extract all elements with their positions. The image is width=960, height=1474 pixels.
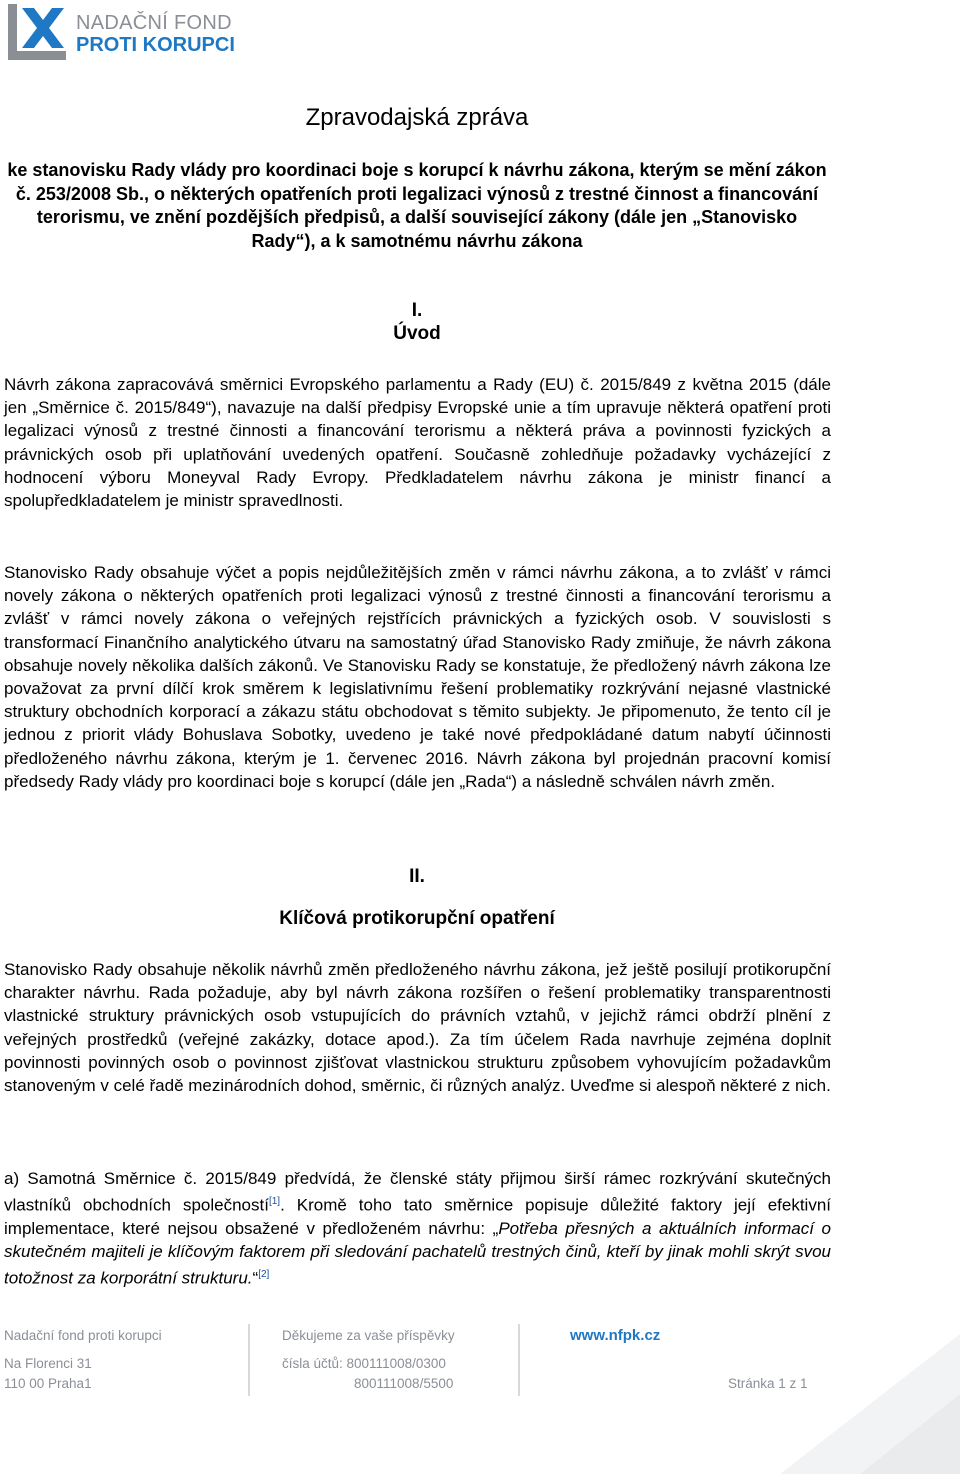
footer-account1: čísla účtů: 800111008/0300 [282, 1356, 446, 1371]
footnote-ref-2[interactable]: [2] [258, 1269, 270, 1281]
footer-street: Na Florenci 31 [4, 1356, 92, 1371]
section1-paragraph1: Návrh zákona zapracovává směrnici Evropského parlamentu a Rady (EU) č. 2015/849 z května 2015 (dále jen „Směrnice č. 2015/849“), navazuje na další předpisy Evropské unie a tím upravuje některá opatření proti legalizaci výnosů z trestné činnosti a financování terorismu a některá práva a povinnosti fyzických a právnických osob při uplatňování uvedených opatření. Současně zohledňuje požadavky vycházející z hodnocení výboru Moneyval Rady Evropy. Předkladatelem návrhu zákona je ministr financí a spolupředkladatelem je ministr spravedlnosti. [4, 375, 831, 511]
section2-paragraph2-text-b: . Kromě toho tato směrnice popisuje důležité faktory její efektivní implementace, které nejsou obsažené v předloženém návrhu: „ [4, 1195, 831, 1239]
section1-title: Úvod [393, 323, 441, 344]
logo-line2: PROTI KORUPCI [76, 34, 235, 56]
page-footer [0, 1318, 960, 1474]
document-title: Zpravodajská zpráva [305, 104, 529, 131]
section2-paragraph2-text-a: a) Samotná Směrnice č. 2015/849 předvídá, že členské státy přijmou širší rámec rozkrývání skutečných vlastníků obchodních společností [4, 1169, 831, 1215]
footer-website-link[interactable]: www.nfpk.cz [570, 1327, 661, 1344]
footer-city: 110 00 Praha1 [4, 1376, 92, 1391]
logo-x-icon [8, 4, 66, 60]
footer-decoration [660, 1314, 960, 1474]
footer-page-number: Stránka 1 z 1 [728, 1376, 808, 1391]
section2-paragraph1: Stanovisko Rady obsahuje několik návrhů změn předloženého návrhu zákona, jež ještě posilují protikorupční charakter návrhu. Rada požaduje, aby byl návrh zákona rozšířen o řešení problematiky transparentnosti vlastnické struktury právnických osob vstupujících do právních vztahů, v jejichž rámci obdrží plnění z veřejných prostředků (veřejné zakázky, dotace apod.). Za tím účelem Rada navrhuje zejména doplnit povinnosti povinných osob o povinnost zjišťovat vlastnickou strukturu způsobem vyhovujícím požadavkům stanoveným v celé řadě mezinárodních dohod, směrnic, či různých analýz. Uveďme si alespoň některé z nich. [4, 960, 831, 1096]
footnote-ref-1[interactable]: [1] [268, 1196, 281, 1208]
org-logo [8, 4, 268, 60]
footer-page-block [728, 1374, 808, 1394]
document-subtitle: ke stanovisku Rady vlády pro koordinaci boje s korupcí k návrhu zákona, kterým se mění zákon č. 253/2008 Sb., o některých opatřeních proti legalizaci výnosů z trestné činnost a financování terorismu, ve znění pozdějších předpisů, a další související zákony (dále jen „Stanovisko Rady“), a k samotnému návrhu zákona [7, 160, 827, 251]
footer-account2: 800111008/5500 [354, 1376, 454, 1391]
footer-address [4, 1326, 162, 1394]
section2-paragraph2-text-c: “ [252, 1269, 259, 1289]
footer-thanks: Děkujeme za vaše příspěvky [282, 1328, 455, 1343]
footer-web-block [570, 1326, 660, 1346]
footer-divider [248, 1324, 250, 1396]
section2-number: II. [409, 866, 425, 887]
section2-title: Klíčová protikorupční opatření [279, 908, 555, 929]
section1-number: I. [411, 300, 423, 321]
section1-paragraph2: Stanovisko Rady obsahuje výčet a popis nejdůležitějších změn v rámci návrhu zákona, a to zvlášť v rámci novely zákona o některých opatřeních proti legalizaci výnosů z trestné činnosti a financování terorismu a zvlášť v rámci novely zákona o veřejných rejstřících právnických a fyzických osob. V souvislosti s transformací Finančního analytického útvaru na samostatný úřad Stanovisko Rady zmiňuje, že návrh zákona obsahuje novely několika dalších zákonů. Ve Stanovisku Rady se konstatuje, že předložený návrh zákona lze považovat za první dílčí krok směrem k legislativnímu řešení problematiky rozkrývání nejasné vlastnické struktury obchodních korporací a zákazu státu obchodovat s těmito subjekty. Je připomenuto, že tento cíl je jednou z priorit vlády Bohuslava Sobotky, uvedeno je také nové předpokládané datum nabytí účinnosti předloženého návrhu zákona, kterým je 1. červenec 2016. Návrh zákona byl projednán pracovní komisí předsedy Rady vlády pro koordinaci boje s korupcí (dále jen „Rada“) a následně schválen návrh změn. [4, 563, 831, 791]
logo-line1: NADAČNÍ FOND [76, 12, 232, 34]
footer-divider [518, 1324, 520, 1396]
logo-text [76, 12, 235, 56]
section2-paragraph2 [4, 1167, 831, 1290]
footer-accounts [282, 1326, 455, 1394]
section2-quote: Potřeba přesných a aktuálních informací o skutečném majiteli je klíčovým faktorem při sledování pachatelů trestných činů, kteří by jinak mohli skrýt svou totožnost za korporátní strukturu. [4, 1219, 832, 1289]
footer-org: Nadační fond proti korupci [4, 1328, 162, 1343]
